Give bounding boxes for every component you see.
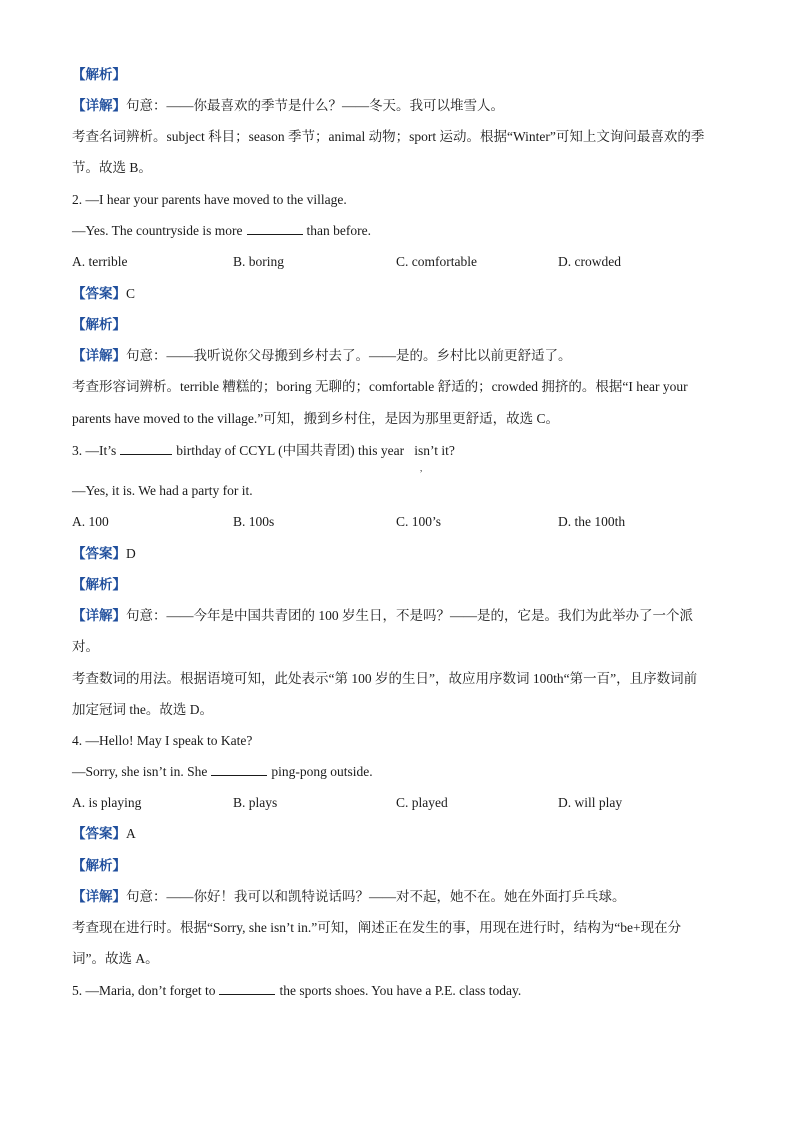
answer-value: C bbox=[126, 286, 136, 301]
answer-label: 【答案】 bbox=[72, 826, 126, 841]
answer-value: A bbox=[126, 826, 136, 841]
detail-label: 【详解】 bbox=[72, 98, 126, 113]
answer-line bbox=[72, 285, 135, 303]
answer-value: D bbox=[126, 546, 136, 561]
question-3-stem bbox=[72, 442, 455, 460]
stray-comma: , bbox=[420, 463, 423, 473]
explanation-line: 考查现在进行时。根据“Sorry, she isn’t in.”可知，阐述正在发生的事，用现在进行时，结构为“be+现在分 bbox=[72, 920, 682, 935]
answer-line bbox=[72, 545, 136, 563]
question-text: 3. —It’s bbox=[72, 443, 117, 458]
explanation-line: 节。故选 B。 bbox=[72, 160, 152, 175]
question-2-line bbox=[72, 222, 371, 240]
explanation-line: 考查数词的用法。根据语境可知，此处表示“第 100 岁的生日”，故应用序数词 100th“第一百”，且序数词前 bbox=[72, 671, 698, 686]
question-text: the sports shoes. You have a P.E. class today. bbox=[279, 983, 522, 998]
explanation-line: 考查名词辨析。subject 科目；season 季节；animal 动物；sport 运动。根据“Winter”可知上文询问最喜欢的季 bbox=[72, 129, 705, 144]
explanation-line: 加定冠词 the。故选 D。 bbox=[72, 702, 213, 717]
explanation-line: 词”。故选 A。 bbox=[72, 951, 159, 966]
detail-text: 句意：——我听说你父母搬到乡村去了。——是的。乡村比以前更舒适了。 bbox=[126, 348, 572, 363]
option-c: C. 100’s bbox=[396, 514, 442, 529]
answer-blank bbox=[247, 222, 303, 235]
analysis-label: 【解析】 bbox=[72, 317, 126, 332]
option-d: D. the 100th bbox=[558, 514, 626, 529]
explanation-line: parents have moved to the village.”可知，搬到乡村住，是因为那里更舒适，故选 C。 bbox=[72, 411, 560, 426]
option-a: A. is playing bbox=[72, 795, 142, 810]
question-text: —Sorry, she isn’t in. She bbox=[72, 764, 208, 779]
question-2-stem: 2. —I hear your parents have moved to the village. bbox=[72, 192, 347, 207]
option-d: D. crowded bbox=[558, 254, 621, 269]
detail-line bbox=[72, 607, 693, 625]
option-c: C. played bbox=[396, 795, 448, 810]
answer-blank bbox=[120, 442, 172, 455]
answer-blank bbox=[211, 763, 267, 776]
option-b: B. plays bbox=[233, 795, 278, 810]
option-c: C. comfortable bbox=[396, 254, 477, 269]
explanation-line: 考查形容词辨析。terrible 糟糕的；boring 无聊的；comfortable 舒适的；crowded 拥挤的。根据“I hear your bbox=[72, 379, 688, 394]
detail-text: 句意：——今年是中国共青团的 100 岁生日，不是吗？——是的，它是。我们为此举办了一个派 bbox=[126, 608, 693, 623]
question-text: 5. —Maria, don’t forget to bbox=[72, 983, 216, 998]
question-4-line bbox=[72, 763, 373, 781]
question-text: birthday of CCYL (中国共青团) this year bbox=[176, 443, 405, 458]
question-4-stem: 4. —Hello! May I speak to Kate? bbox=[72, 733, 253, 748]
answer-label: 【答案】 bbox=[72, 286, 126, 301]
detail-text: 句意：——你好！我可以和凯特说话吗？——对不起，她不在。她在外面打乒乓球。 bbox=[126, 889, 626, 904]
detail-line: 对。 bbox=[72, 639, 99, 654]
answer-line bbox=[72, 825, 136, 843]
detail-line bbox=[72, 97, 504, 115]
detail-line bbox=[72, 888, 626, 906]
question-text: ping-pong outside. bbox=[271, 764, 373, 779]
detail-label: 【详解】 bbox=[72, 348, 126, 363]
detail-text: 句意：——你最喜欢的季节是什么？——冬天。我可以堆雪人。 bbox=[126, 98, 504, 113]
option-b: B. boring bbox=[233, 254, 285, 269]
question-5-stem bbox=[72, 982, 521, 1000]
detail-label: 【详解】 bbox=[72, 889, 126, 904]
question-text: isn’t it? bbox=[414, 443, 455, 458]
detail-label: 【详解】 bbox=[72, 608, 126, 623]
question-text: —Yes. The countryside is more bbox=[72, 223, 243, 238]
option-a: A. 100 bbox=[72, 514, 109, 529]
analysis-label: 【解析】 bbox=[72, 67, 126, 82]
option-b: B. 100s bbox=[233, 514, 275, 529]
option-a: A. terrible bbox=[72, 254, 128, 269]
detail-line bbox=[72, 347, 572, 365]
analysis-label: 【解析】 bbox=[72, 577, 126, 592]
question-text: than before. bbox=[306, 223, 371, 238]
answer-label: 【答案】 bbox=[72, 546, 126, 561]
answer-blank bbox=[219, 982, 275, 995]
question-3-line: —Yes, it is. We had a party for it. bbox=[72, 483, 253, 498]
option-d: D. will play bbox=[558, 795, 623, 810]
analysis-label: 【解析】 bbox=[72, 858, 126, 873]
